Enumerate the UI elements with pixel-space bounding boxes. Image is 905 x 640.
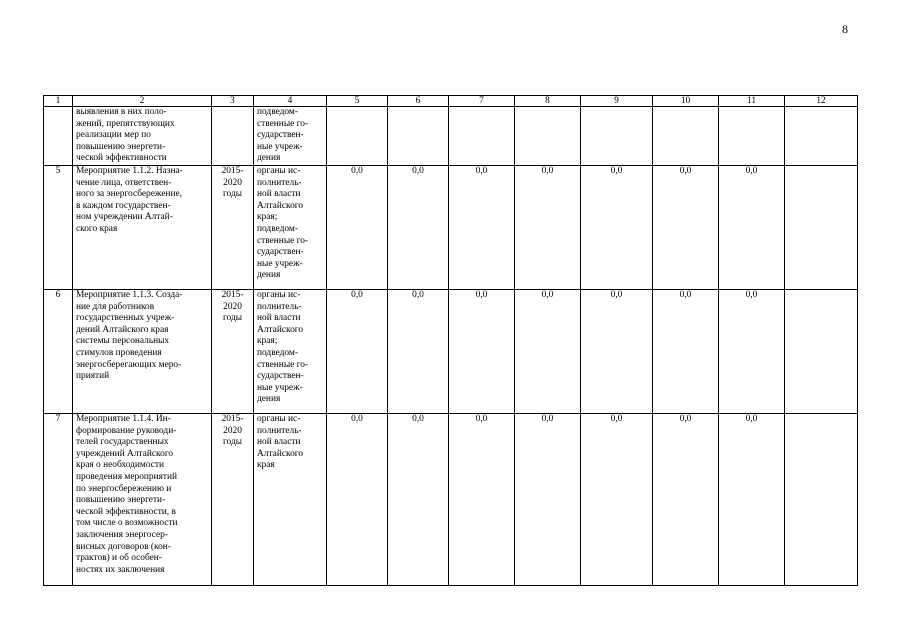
value-cell: 0,0 [388, 165, 449, 289]
column-header: 11 [719, 96, 785, 107]
executor-cell [254, 289, 327, 413]
activity-text: Мероприятие 1.1.2. Назна- чение лица, ответствен- ного за энергосбережение, в каждом государствен- ном учреждении Алтай- ского края [76, 165, 183, 234]
column-header: 2 [73, 96, 212, 107]
column-header: 10 [653, 96, 719, 107]
years-cell [212, 413, 254, 585]
activity-text: Мероприятие 1.1.4. Ин- формирование руководи- телей государственных учреждений Алтайского края о необходимости проведения мероприятий по энергосбережению и повышению энергети- ческой эффективности, в том числе о возможности заключения энергосер- висных договоров (кон- трактов) и об особен- ностях их заключения [76, 413, 178, 575]
row-number: 7 [44, 413, 73, 585]
value-cell [388, 107, 449, 166]
activity-text: выявления в них поло- жений, препятствующих реализации мер по повышению энергети- ческой эффективности [76, 107, 175, 164]
value-cell: 0,0 [327, 165, 388, 289]
activity-cell [73, 413, 212, 585]
executor-text: органы ис- полнитель- ной власти Алтайского края; подведом- ственные го- сударствен- ные учреж- дения [257, 289, 309, 405]
table-header [44, 96, 858, 107]
table-row [44, 289, 858, 413]
column-header: 8 [515, 96, 581, 107]
value-cell: 0,0 [653, 413, 719, 585]
table-row [44, 107, 858, 166]
years-text: 2015- 2020 годы [221, 289, 244, 324]
value-cell: 0,0 [449, 289, 515, 413]
years-text: 2015- 2020 годы [221, 413, 244, 448]
value-cell: 0,0 [388, 413, 449, 585]
program-table [43, 95, 858, 586]
activity-cell [73, 107, 212, 166]
value-cell [653, 107, 719, 166]
value-cell: 0,0 [653, 165, 719, 289]
years-cell [212, 289, 254, 413]
value-cell: 0,0 [515, 165, 581, 289]
column-header: 7 [449, 96, 515, 107]
value-cell [327, 107, 388, 166]
value-cell: 0,0 [719, 165, 785, 289]
activity-text: Мероприятие 1.1.3. Созда- ние для работников государственных учреж- дений Алтайского края системы персональных стимулов проведения энергосберегающих меро- приятий [76, 289, 183, 382]
empty-cell [785, 107, 858, 166]
value-cell: 0,0 [581, 165, 653, 289]
value-cell [581, 107, 653, 166]
executor-text: органы ис- полнитель- ной власти Алтайского края [257, 413, 304, 471]
row-number [44, 107, 73, 166]
value-cell [719, 107, 785, 166]
activity-cell [73, 165, 212, 289]
value-cell: 0,0 [719, 289, 785, 413]
value-cell: 0,0 [581, 289, 653, 413]
years-cell [212, 107, 254, 166]
page-number: 8 [842, 22, 848, 36]
activity-cell [73, 289, 212, 413]
column-header: 6 [388, 96, 449, 107]
table-row [44, 165, 858, 289]
value-cell: 0,0 [719, 413, 785, 585]
column-header: 9 [581, 96, 653, 107]
column-header: 5 [327, 96, 388, 107]
row-number: 6 [44, 289, 73, 413]
executor-text: органы ис- полнитель- ной власти Алтайского края; подведом- ственные го- сударствен- ные учреж- дения [257, 165, 309, 281]
column-header: 1 [44, 96, 73, 107]
value-cell: 0,0 [515, 289, 581, 413]
executor-cell [254, 165, 327, 289]
executor-cell [254, 107, 327, 166]
value-cell: 0,0 [653, 289, 719, 413]
column-header: 4 [254, 96, 327, 107]
value-cell [449, 107, 515, 166]
row-number: 5 [44, 165, 73, 289]
executor-text: подведом- ственные го- сударствен- ные учреж- дения [257, 107, 309, 164]
column-header: 12 [785, 96, 858, 107]
executor-cell [254, 413, 327, 585]
empty-cell [785, 289, 858, 413]
table-row [44, 413, 858, 585]
empty-cell [785, 413, 858, 585]
years-cell [212, 165, 254, 289]
value-cell: 0,0 [581, 413, 653, 585]
empty-cell [785, 165, 858, 289]
value-cell: 0,0 [449, 165, 515, 289]
value-cell [515, 107, 581, 166]
value-cell: 0,0 [327, 413, 388, 585]
value-cell: 0,0 [388, 289, 449, 413]
header-row [44, 96, 858, 107]
value-cell: 0,0 [327, 289, 388, 413]
column-header: 3 [212, 96, 254, 107]
value-cell: 0,0 [449, 413, 515, 585]
years-text: 2015- 2020 годы [221, 165, 244, 200]
value-cell: 0,0 [515, 413, 581, 585]
